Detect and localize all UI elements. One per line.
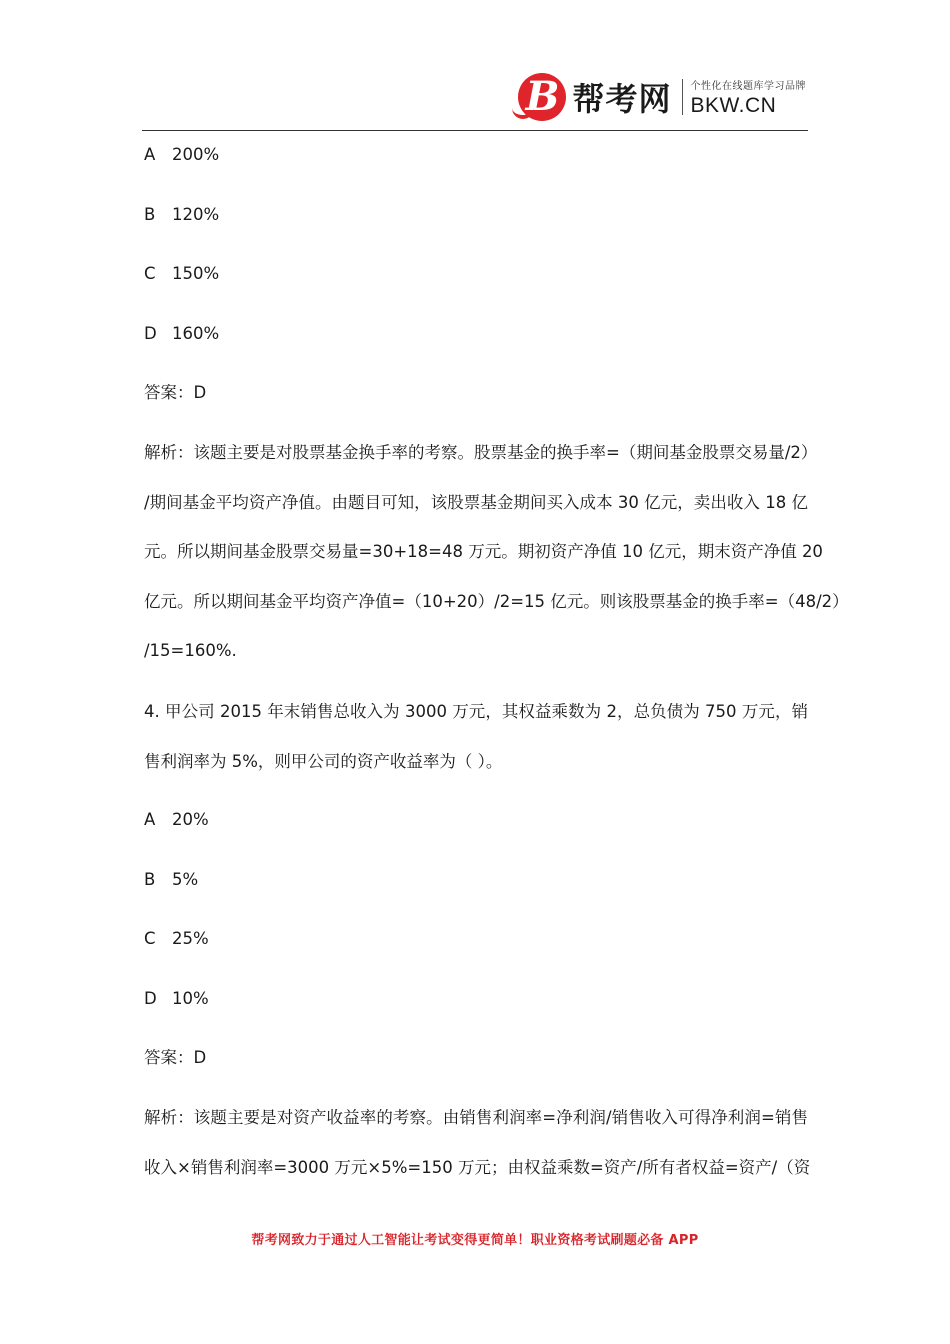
q4-stem-line: 4. 甲公司 2015 年末销售总收入为 3000 万元，其权益乘数为 2，总负债为 750 万元，销 xyxy=(144,702,808,721)
q4-option-b: B 5% xyxy=(144,870,199,889)
q4-option-c: C 25% xyxy=(144,929,209,948)
q4-explanation-line: 解析：该题主要是对资产收益率的考察。由销售利润率=净利润/销售收入可得净利润=销售 xyxy=(144,1108,808,1127)
q3-option-d: D 160% xyxy=(144,324,220,343)
q3-explanation-line: 元。所以期间基金股票交易量=30+18=48 万元。期初资产净值 10 亿元，期末资产净值 20 xyxy=(144,542,823,561)
q3-explanation xyxy=(144,441,849,689)
q4-option-d: D 10% xyxy=(144,989,209,1008)
q3-explanation-line: /期间基金平均资产净值。由题目可知，该股票基金期间买入成本 30 亿元，卖出收入 18 亿 xyxy=(144,492,808,512)
q4-explanation xyxy=(144,1106,811,1205)
q4-answer: 答案：D xyxy=(144,1048,207,1067)
page-footer: 帮考网致力于通过人工智能让考试变得更简单！职业资格考试刷题必备 APP xyxy=(251,1233,699,1248)
q3-answer: 答案：D xyxy=(144,383,207,402)
logo-text-block xyxy=(691,77,807,118)
q3-option-c: C 150% xyxy=(144,264,220,283)
q4-stem-line: 售利润率为 5%，则甲公司的资产收益率为（ ）。 xyxy=(144,751,503,771)
q3-explanation-line: 解析：该题主要是对股票基金换手率的考察。股票基金的换手率=（期间基金股票交易量/2） xyxy=(144,443,818,462)
q4-stem xyxy=(144,700,808,799)
q3-option-a: A 200% xyxy=(144,145,220,164)
logo-b-icon: B xyxy=(518,73,566,121)
brand-domain: BKW.CN xyxy=(690,93,777,117)
page-header xyxy=(142,60,808,131)
brand-logo[interactable] xyxy=(518,68,806,126)
brand-slogan: 个性化在线题库学习品牌 xyxy=(690,80,806,92)
brand-name: 帮考网 xyxy=(572,80,672,118)
q3-explanation-line: 亿元。所以期间基金平均资产净值=（10+20）/2=15 亿元。则该股票基金的换手率=（48/2） xyxy=(144,591,849,611)
q4-option-a: A 20% xyxy=(144,810,209,829)
q4-explanation-line: 收入×销售利润率=3000 万元×5%=150 万元；由权益乘数=资产/所有者权益=资产/（资 xyxy=(144,1157,811,1177)
q3-option-b: B 120% xyxy=(144,205,220,224)
q3-explanation-line: /15=160%. xyxy=(144,641,237,660)
logo-divider xyxy=(682,79,683,115)
